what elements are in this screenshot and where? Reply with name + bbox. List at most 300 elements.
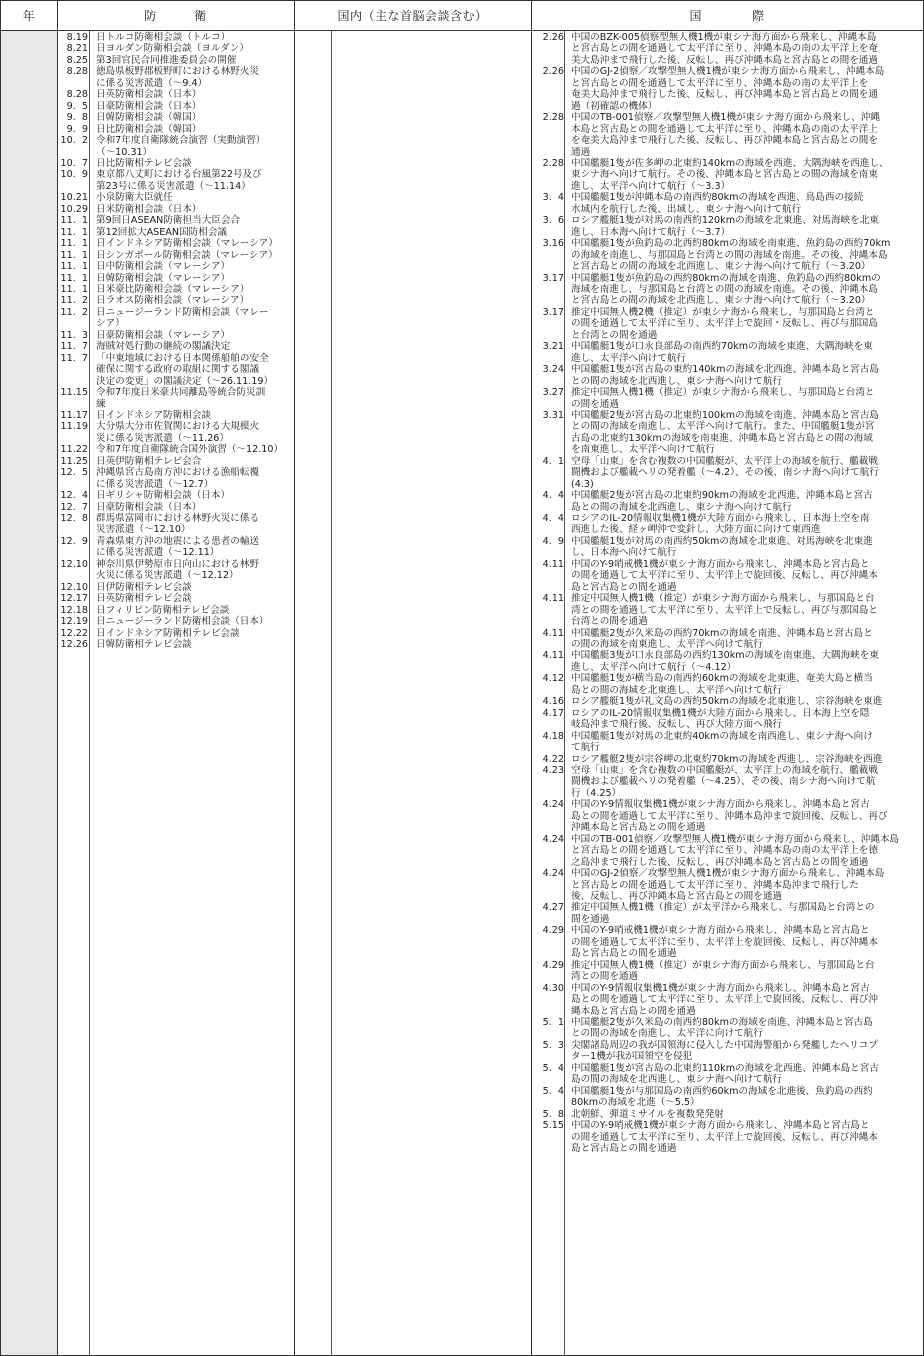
event-text: 日豪防衛相会談（マレーシア）: [96, 329, 231, 341]
event-text: 中国のY-9哨戒機1機が東シナ海方面から飛来し、沖縄本島と宮古島と: [571, 925, 870, 937]
event-date: 12. 8: [60, 513, 88, 525]
event-text: 沖縄県宮古島南方沖における漁船転覆: [96, 467, 260, 479]
event-text: 水域内を航行した後、出域し、東シナ海へ向けて航行: [571, 203, 802, 215]
defense-event-line: [58, 169, 291, 180]
international-event-line: [532, 994, 920, 1005]
event-text: 日インドネシア防衛相テレビ会談: [96, 627, 240, 639]
event-text: 岐島沖まで飛行後、反転し、再び大陸方面へ飛行: [571, 719, 783, 731]
event-text: 日インドネシア防衛相会談（マレーシア）: [96, 238, 278, 250]
defense-event-line: [58, 639, 291, 650]
event-date: 11. 2: [60, 306, 88, 318]
event-text: 中国のGJ-2偵察／攻撃型無人機1機が東シナ海方面から飛来し、沖縄本島: [571, 868, 885, 880]
defense-event-line: [58, 158, 291, 169]
international-event-line: [532, 124, 920, 135]
defense-event-line: [58, 147, 291, 158]
defense-event-line: [58, 524, 291, 535]
event-date: 5. 8: [542, 1108, 564, 1120]
international-event-line: [532, 811, 920, 822]
event-text: 間を通過: [571, 913, 610, 925]
event-date: [532, 948, 564, 959]
event-text: 古島の北東約130kmの海域を南東進、沖縄本島と宮古島との間の海域: [571, 432, 873, 444]
event-date: [532, 914, 564, 925]
event-date: [532, 788, 564, 799]
event-text: と宮古島との間を通過して太平洋に至り、沖縄本島の南の太平洋上を奄: [571, 43, 878, 55]
defense-event-line: [58, 307, 291, 318]
international-event-line: [532, 147, 920, 158]
defense-event-line: [58, 616, 291, 627]
international-event-line: [532, 616, 920, 627]
event-date: [532, 937, 564, 948]
international-event-line: [532, 1063, 920, 1074]
international-events: [532, 32, 920, 1154]
international-event-line: [532, 353, 920, 364]
international-event-line: [532, 570, 920, 581]
event-date: 4.11: [542, 627, 564, 639]
event-text: 日比防衛相テレビ会談: [96, 157, 192, 169]
event-date: [532, 662, 564, 673]
event-text: 空母「山東」を含む複数の中国艦艇が、太平洋上の海域を航行、艦載戦: [571, 455, 878, 467]
event-date: 10.21: [60, 192, 88, 204]
event-date: [532, 547, 564, 558]
event-text: 中国艦艇2隻が宮古島の北東約100kmの海域を南進、沖縄本島と宮古島: [571, 409, 879, 421]
international-event-line: [532, 250, 920, 261]
event-date: [532, 616, 564, 627]
event-date: 11. 1: [60, 249, 88, 261]
event-text: 推定中国無人機1機（推定）が東シナ海方面から飛来し、与那国島と台: [571, 959, 875, 971]
international-event-line: [532, 1132, 920, 1143]
event-text: ロシア艦艇2隻が宗谷岬の北東約70kmの海域を西進し、宗谷海峡を西進: [571, 753, 883, 765]
event-text: 小泉防衛大臣就任: [96, 192, 173, 204]
event-text: 闘機および艦載ヘリの発着艦（～4.25）、その後、南シナ海へ向けて航: [571, 776, 876, 788]
event-text: ロシアのIL-20情報収集機1機が大陸方面から飛来し、日本海上空を隠: [571, 707, 870, 719]
defense-event-line: [58, 582, 291, 593]
event-date: [532, 169, 564, 180]
event-text: 日インドネシア防衛相会談: [96, 409, 212, 421]
international-event-line: [532, 639, 920, 650]
event-text: 群馬県富岡市における林野火災に係る: [96, 513, 260, 525]
event-date: 4.29: [542, 959, 564, 971]
event-text: 日英防衛相会談（日本）: [96, 89, 202, 101]
event-date: [532, 204, 564, 215]
event-date: 11.22: [60, 444, 88, 456]
defense-event-line: [58, 536, 291, 547]
event-date: 4.27: [542, 902, 564, 914]
event-date: 12. 7: [60, 501, 88, 513]
event-text: 島との間の海域を北西進し、東シナ海へ向けて航行: [571, 501, 792, 513]
event-date: 9. 5: [66, 100, 88, 112]
event-text: ター1機が我が国領空を侵犯: [571, 1051, 693, 1063]
event-date: 12.17: [60, 593, 88, 605]
event-text: 第3回官民合同推進委員会の開催: [96, 54, 237, 66]
event-text: 中国艦艇2隻が久米島の西約70kmの海域を南進、沖縄本島と宮古島と: [571, 627, 873, 639]
event-text: ロシア艦艇1隻が対馬の南西約120kmの海域を北東進、対馬海峡を北東: [571, 215, 879, 227]
event-text: 中国のY-9情報収集機1機が東シナ海方面から飛来し、沖縄本島と宮古: [571, 799, 870, 811]
header-international: 国 際: [689, 9, 765, 23]
international-event-line: [532, 284, 920, 295]
event-text: と台湾との間を通過: [571, 329, 658, 341]
event-date: [532, 467, 564, 478]
event-date: 11.25: [60, 455, 88, 467]
event-text: の間を通過して太平洋に至り、太平洋上を旋回後、反転し、再び沖縄本: [571, 936, 878, 948]
event-text: 湾との間を通過: [571, 971, 639, 983]
event-text: 過（初確認の機体）: [571, 100, 658, 112]
defense-event-line: [58, 192, 291, 203]
event-text: 縄本島と宮古島との間を通過: [571, 1005, 696, 1017]
international-event-line: [532, 650, 920, 661]
international-event-line: [532, 937, 920, 948]
event-date: [532, 1143, 564, 1154]
event-text: の間を通過して太平洋に至り、太平洋上で旋回・反転し、再び与那国島: [571, 318, 878, 330]
event-date: [58, 147, 88, 158]
defense-event-line: [58, 330, 291, 341]
defense-event-line: [58, 353, 291, 364]
event-text: 中国のY-9哨戒機1機が東シナ海方面から飛来し、沖縄本島と宮古島と: [571, 1120, 870, 1132]
event-date: [58, 479, 88, 490]
event-text: 日米防衛相会談（日本）: [96, 203, 202, 215]
international-event-line: [532, 925, 920, 936]
event-date: [532, 55, 564, 66]
event-date: 10. 7: [60, 157, 88, 169]
international-event-line: [532, 101, 920, 112]
event-date: [532, 124, 564, 135]
event-text: を奄美大島沖まで飛行した後、反転し、再び沖縄本島と宮古島との間を: [571, 135, 878, 147]
international-event-line: [532, 330, 920, 341]
event-date: [532, 135, 564, 146]
event-text: 中国のGJ-2偵察／攻撃型無人機1機が東シナ海方面から飛来し、沖縄本島: [571, 66, 885, 78]
event-date: 5. 4: [542, 1062, 564, 1074]
international-event-line: [532, 158, 920, 169]
event-text: 海域を南進し、与那国島と台湾との間の海域を南進。その後、沖縄本島: [571, 283, 878, 295]
international-event-line: [532, 307, 920, 318]
event-text: 日伊防衛相テレビ会談: [96, 581, 192, 593]
event-date: [532, 284, 564, 295]
international-event-line: [532, 559, 920, 570]
defense-event-line: [58, 112, 291, 123]
event-date: [58, 318, 88, 329]
event-date: 8.21: [66, 43, 88, 55]
event-text: を南東進し、太平洋へ向けて航行: [571, 444, 715, 456]
international-event-line: [532, 55, 920, 66]
international-event-line: [532, 410, 920, 421]
event-date: 10.29: [60, 203, 88, 215]
event-text: 北朝鮮、弾道ミサイルを複数発発射: [571, 1108, 724, 1120]
international-event-line: [532, 433, 920, 444]
defense-event-line: [58, 410, 291, 421]
event-date: 4.24: [542, 868, 564, 880]
international-event-line: [532, 524, 920, 535]
event-text: 中国艦艇3隻が口永良部島の西約130kmの海域を南東進、大隅海峡を東: [571, 650, 879, 662]
event-text: 決定の変更」の閣議決定（～26.11.19）: [96, 375, 274, 387]
international-event-line: [532, 799, 920, 810]
international-event-line: [532, 902, 920, 913]
international-event-line: [532, 708, 920, 719]
event-date: [532, 1028, 564, 1039]
event-text: 第9回日ASEAN防衛担当大臣会合: [96, 215, 241, 227]
event-text: 行（4.25）: [571, 787, 622, 799]
event-text: 闘機および艦載ヘリの発着艦（～4.2）、その後、南シナ海へ向けて航行: [571, 467, 879, 479]
event-text: 令和7年度自衛隊統合演習（実動演習）: [96, 135, 266, 147]
event-text: 日豪防衛相会談（日本）: [96, 100, 202, 112]
international-event-line: [532, 983, 920, 994]
event-text: 推定中国無人機1機（推定）が東シナ海から飛来し、与那国島と台湾と: [571, 387, 875, 399]
event-text: 日英伊防衛相テレビ会合: [96, 455, 202, 467]
event-date: 4.17: [542, 707, 564, 719]
defense-event-line: [58, 605, 291, 616]
event-date: [532, 1074, 564, 1085]
event-date: [532, 261, 564, 272]
event-text: 中国艦艇2隻が宮古島の北東約90kmの海域を北西進、沖縄本島と宮古: [571, 490, 873, 502]
event-text: 尖閣諸島周辺の我が国領海に侵入した中国海警船から発艦したヘリコプ: [571, 1039, 878, 1051]
event-text: 東京都八丈町における台風第22号及び: [96, 169, 262, 181]
event-text: し、日本海へ向けて航行: [571, 547, 677, 559]
international-event-line: [532, 513, 920, 524]
event-date: [532, 822, 564, 833]
event-date: 12.10: [60, 558, 88, 570]
event-date: 11. 7: [60, 341, 88, 353]
event-date: 12.19: [60, 616, 88, 628]
event-text: に係る災害派遣（～9.4）: [96, 77, 208, 89]
international-event-line: [532, 318, 920, 329]
international-event-line: [532, 776, 920, 787]
defense-event-line: [58, 89, 291, 100]
event-date: 8.28: [66, 66, 88, 78]
event-date: 11.15: [60, 387, 88, 399]
event-date: [532, 582, 564, 593]
international-event-line: [532, 822, 920, 833]
defense-event-line: [58, 227, 291, 238]
defense-event-line: [58, 204, 291, 215]
international-event-line: [532, 364, 920, 375]
event-text: 日豪防衛相会談（日本）: [96, 501, 202, 513]
event-date: 12. 4: [60, 490, 88, 502]
event-text: の間を通過: [571, 398, 619, 410]
event-text: 西進した後、経ヶ岬沖で変針し、大陸方面に向けて東西進: [571, 524, 821, 536]
international-event-line: [532, 788, 920, 799]
event-date: [58, 524, 88, 535]
defense-event-line: [58, 456, 291, 467]
defense-event-line: [58, 433, 291, 444]
event-date: 3.21: [542, 341, 564, 353]
defense-event-line: [58, 364, 291, 375]
defense-event-line: [58, 215, 291, 226]
header-domestic: 国内（主な首脳会談含む）: [337, 9, 488, 23]
event-text: 海賊対処行動の継続の閣議決定: [96, 341, 231, 353]
event-text: との間の海域を南進し、太平洋へ向けて航行。また、中国艦艇1隻が宮: [571, 421, 875, 433]
international-event-line: [532, 960, 920, 971]
event-date: [532, 43, 564, 54]
event-text: に係る災害派遣（～12.7）: [96, 478, 214, 490]
international-event-line: [532, 227, 920, 238]
event-date: [532, 845, 564, 856]
international-event-line: [532, 490, 920, 501]
defense-event-line: [58, 513, 291, 524]
event-date: 4. 1: [542, 455, 564, 467]
event-text: 中国艦艇1隻が口永良部島の南西約70kmの海域を東進、大隅海峡を東: [571, 341, 873, 353]
event-date: [532, 776, 564, 787]
event-date: [532, 250, 564, 261]
defense-event-line: [58, 399, 291, 410]
event-date: 12.10: [60, 581, 88, 593]
event-date: 12. 5: [60, 467, 88, 479]
event-text: 中国艦艇1隻が宮古島の北東約110kmの海域を北西進、沖縄本島と宮古: [571, 1062, 879, 1074]
event-text: 火災に係る災害派遣（～12.12）: [96, 570, 239, 582]
international-event-line: [532, 112, 920, 123]
event-date: 4.12: [542, 673, 564, 685]
event-date: 3.16: [542, 238, 564, 250]
international-event-line: [532, 605, 920, 616]
event-date: [532, 891, 564, 902]
event-text: 中国艦艇1隻が対馬の北東約40kmの海域を南西進し、東シナ海へ向け: [571, 730, 873, 742]
defense-event-line: [58, 547, 291, 558]
international-event-line: [532, 1109, 920, 1120]
event-date: 12.22: [60, 627, 88, 639]
event-text: 日シンガポール防衛相会談（マレーシア）: [96, 249, 278, 261]
international-event-line: [532, 1097, 920, 1108]
event-date: 11.19: [60, 421, 88, 433]
event-date: 11. 1: [60, 226, 88, 238]
defense-event-line: [58, 261, 291, 272]
defense-event-line: [58, 43, 291, 54]
event-date: 11. 2: [60, 295, 88, 307]
international-event-line: [532, 1051, 920, 1062]
event-text: 進し、太平洋へ向けて航行: [571, 352, 687, 364]
defense-event-line: [58, 444, 291, 455]
event-date: 8.28: [66, 89, 88, 101]
event-date: 12.26: [60, 639, 88, 651]
international-event-line: [532, 502, 920, 513]
international-event-line: [532, 765, 920, 776]
event-text: 奄美大島沖まで飛行した後、反転し、再び沖縄本島と宮古島との間を通: [571, 89, 878, 101]
event-date: 4. 4: [542, 513, 564, 525]
event-text: 島との間の海域を北東進し、太平洋へ向けて航行: [571, 684, 783, 696]
event-date: [532, 570, 564, 581]
international-event-line: [532, 845, 920, 856]
event-date: [532, 605, 564, 616]
event-text: 災害派遣（～12.10）: [96, 524, 191, 536]
event-date: [58, 433, 88, 444]
defense-event-line: [58, 593, 291, 604]
international-event-line: [532, 731, 920, 742]
event-text: 島の間の海域を北西進し、東シナ海へ向けて航行: [571, 1074, 783, 1086]
international-event-line: [532, 467, 920, 478]
international-event-line: [532, 479, 920, 490]
international-event-line: [532, 1006, 920, 1017]
event-text: 中国艦艇2隻が久米島の南西約80kmの海域を南進、沖縄本島と宮古島: [571, 1016, 873, 1028]
event-date: 2.28: [542, 112, 564, 124]
event-text: 中国艦艇1隻が与那国島の南西約60kmの海域を北進後、魚釣島の西約: [571, 1085, 873, 1097]
international-event-line: [532, 1143, 920, 1154]
event-text: 日ヨルダン防衛相会談（ヨルダン）: [96, 43, 249, 55]
event-date: 9. 8: [66, 112, 88, 124]
defense-event-line: [58, 238, 291, 249]
international-event-line: [532, 204, 920, 215]
event-date: [532, 1132, 564, 1143]
event-date: [532, 971, 564, 982]
event-text: 令和7年度日米豪共同離島等統合防災訓: [96, 387, 266, 399]
defense-event-line: [58, 284, 291, 295]
international-event-line: [532, 399, 920, 410]
international-event-line: [532, 295, 920, 306]
event-date: 4.11: [542, 593, 564, 605]
event-text: 徳島県板野郡板野町における林野火災: [96, 66, 260, 78]
event-date: 3.24: [542, 364, 564, 376]
event-text: 令和7年度自衛隊統合国外演習（～12.10）: [96, 444, 284, 456]
event-date: [532, 318, 564, 329]
event-text: 台湾との間を通過: [571, 616, 648, 628]
event-date: [58, 376, 88, 387]
event-date: 11. 1: [60, 261, 88, 273]
defense-event-line: [58, 135, 291, 146]
event-date: 2.26: [542, 66, 564, 78]
event-text: 中国艦艇1隻が魚釣島の北西約80kmの海域を南東進、魚釣島の西約70km: [571, 238, 891, 250]
event-date: 4.11: [542, 558, 564, 570]
event-text: 中国のBZK-005偵察型無人機1機が東シナ海方面から飛来し、沖縄本島: [571, 32, 877, 43]
event-text: 推定中国無人機1機（推定）が東シナ海方面から飛来し、与那国島と台: [571, 593, 875, 605]
international-event-line: [532, 547, 920, 558]
defense-event-line: [58, 421, 291, 432]
event-text: 日米豪比防衛相会談（マレーシア）: [96, 283, 250, 295]
event-date: 4.16: [542, 696, 564, 708]
table-header: [1, 1, 923, 31]
event-date: [532, 444, 564, 455]
international-event-line: [532, 593, 920, 604]
event-text: 推定中国無人機1機（推定）が太平洋から飛来し、与那国島と台湾との: [571, 902, 875, 914]
event-date: [532, 639, 564, 650]
event-text: の間を通過して太平洋に至り、太平洋上で旋回後、反転し、再び沖縄本: [571, 570, 878, 582]
event-text: 日韓防衛相会談（韓国）: [96, 112, 202, 124]
event-date: 4.30: [542, 982, 564, 994]
event-date: 4. 9: [542, 535, 564, 547]
defense-event-line: [58, 295, 291, 306]
event-text: （～10.31）: [96, 146, 153, 158]
international-event-line: [532, 891, 920, 902]
event-date: 3. 4: [542, 192, 564, 204]
event-date: [532, 1006, 564, 1017]
event-text: 本島と宮古島との間を通過して太平洋に至り、沖縄本島の南の太平洋上: [571, 123, 878, 135]
defense-event-line: [58, 479, 291, 490]
event-date: [58, 547, 88, 558]
event-date: [532, 685, 564, 696]
event-date: 3.17: [542, 272, 564, 284]
event-date: 11.17: [60, 409, 88, 421]
event-text: との間の海域を北西進し、東シナ海へ向けて航行: [571, 375, 783, 387]
event-text: 湾との間を通過して太平洋に至り、太平洋上で反転し、再び与那国島と: [571, 604, 878, 616]
international-event-line: [532, 1028, 920, 1039]
defense-event-line: [58, 32, 291, 43]
international-event-line: [532, 971, 920, 982]
event-text: 日中防衛相会談（マレーシア）: [96, 261, 231, 273]
event-text: 確保に関する政府の取組に関する閣議: [96, 364, 260, 376]
domestic-date-divider: [331, 31, 332, 1355]
event-text: 練: [96, 398, 106, 410]
defense-event-line: [58, 101, 291, 112]
defense-event-line: [58, 490, 291, 501]
event-text: 日ニュージーランド防衛相会談（マレー: [96, 306, 269, 318]
event-date: [532, 994, 564, 1005]
event-text: 日比防衛相会談（韓国）: [96, 123, 202, 135]
event-text: 日ギリシャ防衛相会談（日本）: [96, 490, 231, 502]
event-date: [58, 78, 88, 89]
event-date: [532, 719, 564, 730]
event-text: 中国艦艇1隻が魚釣島の西約80kmの海域を南進、魚釣島の西約80kmの: [571, 272, 881, 284]
international-event-line: [532, 673, 920, 684]
international-event-line: [532, 742, 920, 753]
defense-event-line: [58, 341, 291, 352]
event-date: 5. 4: [542, 1085, 564, 1097]
international-event-line: [532, 43, 920, 54]
event-date: 5. 3: [542, 1039, 564, 1051]
defense-event-line: [58, 318, 291, 329]
